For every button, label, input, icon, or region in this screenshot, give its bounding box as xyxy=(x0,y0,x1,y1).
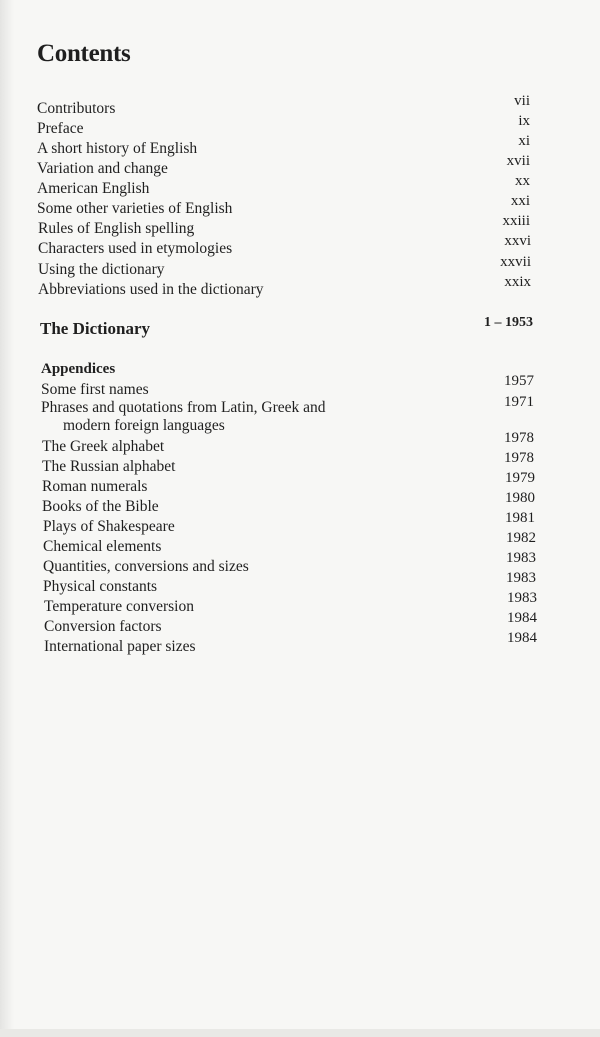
toc-entry-page: xxix xyxy=(504,274,531,290)
toc-entry-page: xxvii xyxy=(500,254,531,270)
appendix-page: 1978 xyxy=(504,430,534,446)
appendix-title: Physical constants xyxy=(43,578,158,595)
toc-entry-page: xxi xyxy=(510,193,530,209)
appendix-page: 1984 xyxy=(507,630,537,646)
toc-entry-title: Characters used in etymologies xyxy=(38,240,233,257)
dictionary-pages: 1 – 1953 xyxy=(484,315,533,330)
appendix-page: 1957 xyxy=(504,373,534,389)
toc-entry-page: xi xyxy=(518,133,530,149)
appendix-page: 1981 xyxy=(505,510,535,526)
toc-entry-page: ix xyxy=(518,113,530,129)
appendix-title: Plays of Shakespeare xyxy=(43,518,175,535)
appendix-page: 1983 xyxy=(506,570,536,586)
appendix-title-continuation: modern foreign languages xyxy=(63,417,225,434)
toc-entry-title: Using the dictionary xyxy=(38,261,165,278)
appendix-title: The Greek alphabet xyxy=(42,438,165,455)
appendix-page: 1983 xyxy=(506,550,536,566)
appendix-page: 1978 xyxy=(504,450,534,466)
toc-entry-title: Variation and change xyxy=(37,160,168,177)
toc-entry-title: Preface xyxy=(37,120,84,137)
appendix-page: 1982 xyxy=(506,530,536,546)
appendix-title: Books of the Bible xyxy=(42,498,159,515)
toc-entry-page: xxiii xyxy=(502,213,530,229)
toc-entry-page: xx xyxy=(515,173,530,189)
toc-entry-title: American English xyxy=(37,180,150,197)
appendix-title: Quantities, conversions and sizes xyxy=(43,558,249,575)
toc-entry-title: Some other varieties of English xyxy=(37,200,233,217)
appendix-page: 1984 xyxy=(507,610,537,626)
appendix-title: Conversion factors xyxy=(44,618,162,635)
appendix-title: Temperature conversion xyxy=(44,598,194,615)
appendix-title: Some first names xyxy=(41,381,149,398)
appendix-title: Chemical elements xyxy=(43,538,162,555)
appendix-page: 1971 xyxy=(504,394,534,410)
appendix-title: International paper sizes xyxy=(44,638,196,655)
appendix-title: The Russian alphabet xyxy=(42,458,176,475)
toc-entry-title: Contributors xyxy=(37,100,116,117)
toc-entry-title: Abbreviations used in the dictionary xyxy=(38,281,264,298)
toc-entry-title: A short history of English xyxy=(37,140,198,157)
appendix-title: Phrases and quotations from Latin, Greek and xyxy=(41,399,326,416)
appendices-heading: Appendices xyxy=(41,361,116,377)
appendix-page: 1983 xyxy=(507,590,537,606)
page-bottom-edge xyxy=(0,1029,600,1037)
appendix-page: 1980 xyxy=(505,490,535,506)
page-edge-shadow xyxy=(0,0,14,1037)
toc-entry-page: xxvi xyxy=(504,233,531,249)
appendix-page: 1979 xyxy=(505,470,535,486)
contents-heading: Contents xyxy=(37,40,131,67)
toc-entry-page: xvii xyxy=(506,153,530,169)
toc-entry-page: vii xyxy=(514,93,530,109)
toc-entry-title: Rules of English spelling xyxy=(38,220,195,237)
dictionary-title: The Dictionary xyxy=(40,319,151,338)
appendix-title: Roman numerals xyxy=(42,478,148,495)
